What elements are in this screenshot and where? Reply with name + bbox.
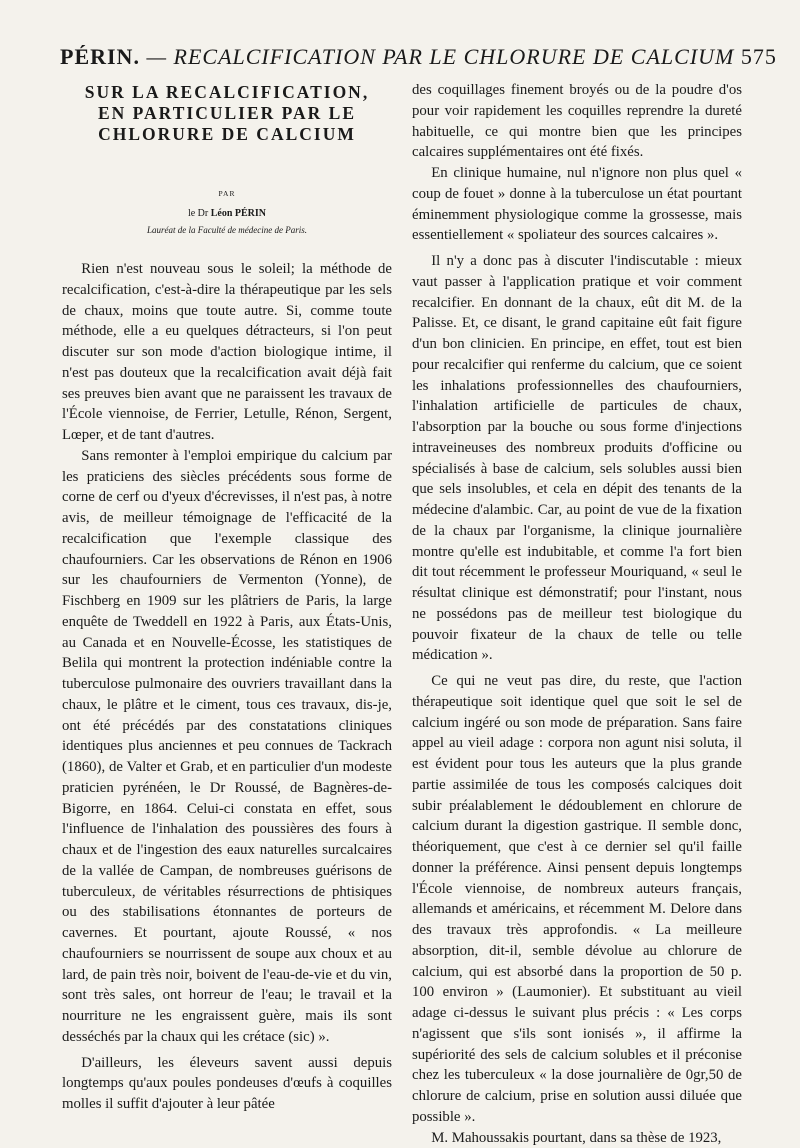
paragraph: Rien n'est nouveau sous le soleil; la méthode de recalcification, c'est-à-dire la thérapeutique par les sels de chaux, moins que toute autre. Si, comme toute méthode, elle a eu quelques détracteurs, si l'on peut discuter sur son mode d'action biologique intime, il n'est pas douteux que la recalcification avait déjà fait ses preuves bien avant que ne paraissent les travaux de l'École viennoise, de Ferrier, Letulle, Rénon, Sergent, Lœper, et de tant d'autres. [62,259,392,446]
paragraph: M. Mahoussakis pourtant, dans sa thèse de 1923, [412,1128,742,1148]
author-name: Léon PÉRIN [211,208,266,219]
page-number: 575 [741,44,777,69]
author-line [62,208,392,219]
paragraph: D'ailleurs, les éleveurs savent aussi depuis longtemps qu'aux poules pondeuses d'œufs à coquilles molles il suffit d'ajouter à leur pâtée [62,1053,392,1115]
paragraph: Ce qui ne veut pas dire, du reste, que l'action thérapeutique soit identique quel que soit le sel de calcium ingéré ou son mode de préparation. Sans faire appel au vieil adage : corpora non agunt nisi soluta, il est évident pour tous les auteurs que la plus grande partie assimilée de tous les composés calciques doit subir préalablement le dédoublement en chlorure de calcium durant la digestion gastrique. Il semble donc, théoriquement, que c'est à ce dernier sel qu'il faille donner la préférence. Ainsi pensent depuis longtemps l'École viennoise, de nombreux auteurs français, allemands et américains, et récemment M. Delore dans des travaux très approfondis. « La meilleure absorption, dit-il, semble dévolue au chlorure de calcium, qui est absorbé dans la proportion de 50 p. 100 environ » (Laumonier). Et substituant au vieil adage ci-dessus le suivant plus précis : « Les corps n'agissent que s'ils sont ionisés », il affirme la supériorité des sels de calcium solubles et il préconise chez les tuberculeux « la dose journalière de 0gr,50 de chlorure de calcium, prise en solution aussi diluée que possible ». [412,671,742,1128]
paragraph: En clinique humaine, nul n'ignore non plus quel « coup de fouet » donne à la tuberculose un état pourtant éminemment physiologique comme la grossesse, mais essentiellement « spoliateur des sources calcaires ». [412,163,742,246]
article-title-line: EN PARTICULIER PAR LE [62,103,392,124]
author-prefix: le Dr [188,208,211,219]
article-title [62,82,392,145]
paragraph: des coquillages finement broyés ou de la poudre d'os pour voir rapidement les coquilles reprendre la dureté habituelle, ce qui montre bien que les principes calcaires supplémentaires ont été fixés. [412,80,742,163]
left-column [62,80,392,1115]
running-header [60,44,750,70]
header-dash: — [140,44,174,69]
paragraph: Il n'y a donc pas à discuter l'indiscutable : mieux vaut passer à l'application pratique et voir comment recalcifier. En donnant de la chaux, eût dit M. de la Palisse. Et, ce disant, le grand capitaine eût fait figure d'un bon clinicien. En principe, en effet, tout est bien pour recalcifier qui renferme du calcium, que ce soient les inhalations professionnelles des chaufourniers, l'inhalation artificielle de particules de chaux, l'absorption par la bouche ou sous forme d'injections intraveineuses des nombreux produits d'officine ou spécialisés à base de calcium, sels solubles aussi bien que sels insolubles, et cela en dépit des tenants de la médecine d'alambic. Car, au point de vue de la fixation de la chaux par l'organisme, la clinique journalière montre qu'elle est indubitable, et comme l'a fort bien dit tout récemment le professeur Mouriquand, « seul le résultat clinique est démonstratif; pour l'instant, nous ne possédons pas de meilleur test biologique du pouvoir fixateur de la chaux de telle ou telle médication ». [412,251,742,666]
byline-par: PAR [62,189,392,198]
header-author: PÉRIN. [60,44,140,69]
header-title: RECALCIFICATION PAR LE CHLORURE DE CALCIUM [174,44,735,69]
right-column [412,80,742,1148]
article-title-line: CHLORURE DE CALCIUM [62,124,392,145]
author-affiliation: Lauréat de la Faculté de médecine de Paris. [62,225,392,235]
paragraph: Sans remonter à l'emploi empirique du calcium par les praticiens des siècles précédents sous forme de corne de cerf ou d'yeux d'écrevisses, il n'est pas, à notre avis, de meilleur témoignage de l'efficacité de la recalcification que l'exemple classique des chaufourniers. Car les observations de Rénon en 1906 sur les chaufourniers de Vermenton (Yonne), de Fischberg en 1909 sur les plâtriers de Paris, la large enquête de Tweddell en 1922 à Paris, aux États-Unis, au Canada et en Nouvelle-Écosse, les statistiques de Belila qui montrent la protection indéniable contre la tuberculose pulmonaire des ouvriers travaillant dans la chaux, le plâtre et le ciment, tous ces travaux, dis-je, ont été précédés par des constatations cliniques identiques plus anciennes et peu connues de Tackrach (1860), de Valter et Grab, et en particulier d'un modeste praticien pyrénéen, le Dr Roussé, de Bagnères-de-Bigorre, en 1864. Celui-ci constata en effet, sous l'influence de l'inhalation des poussières des fours à chaux et de l'ingestion des eaux naturelles surcalcaires de la vallée de Campan, de nombreuses guérisons de tuberculeux, de véritables résurrections de phtisiques ou des stabilisations étonnantes de porteurs de cavernes. Et pourtant, ajoute Roussé, « nos chaufourniers se nourrissent de soupe aux choux et au lard, de pain très noir, boivent de l'eau-de-vie et du vin, sont très sales, ont horreur de l'eau; le travail et la nourriture ne les engraissent guère, mais ils sont desséchés par la chaux qui les crétace (sic) ». [62,446,392,1048]
article-title-line: SUR LA RECALCIFICATION, [62,82,392,103]
